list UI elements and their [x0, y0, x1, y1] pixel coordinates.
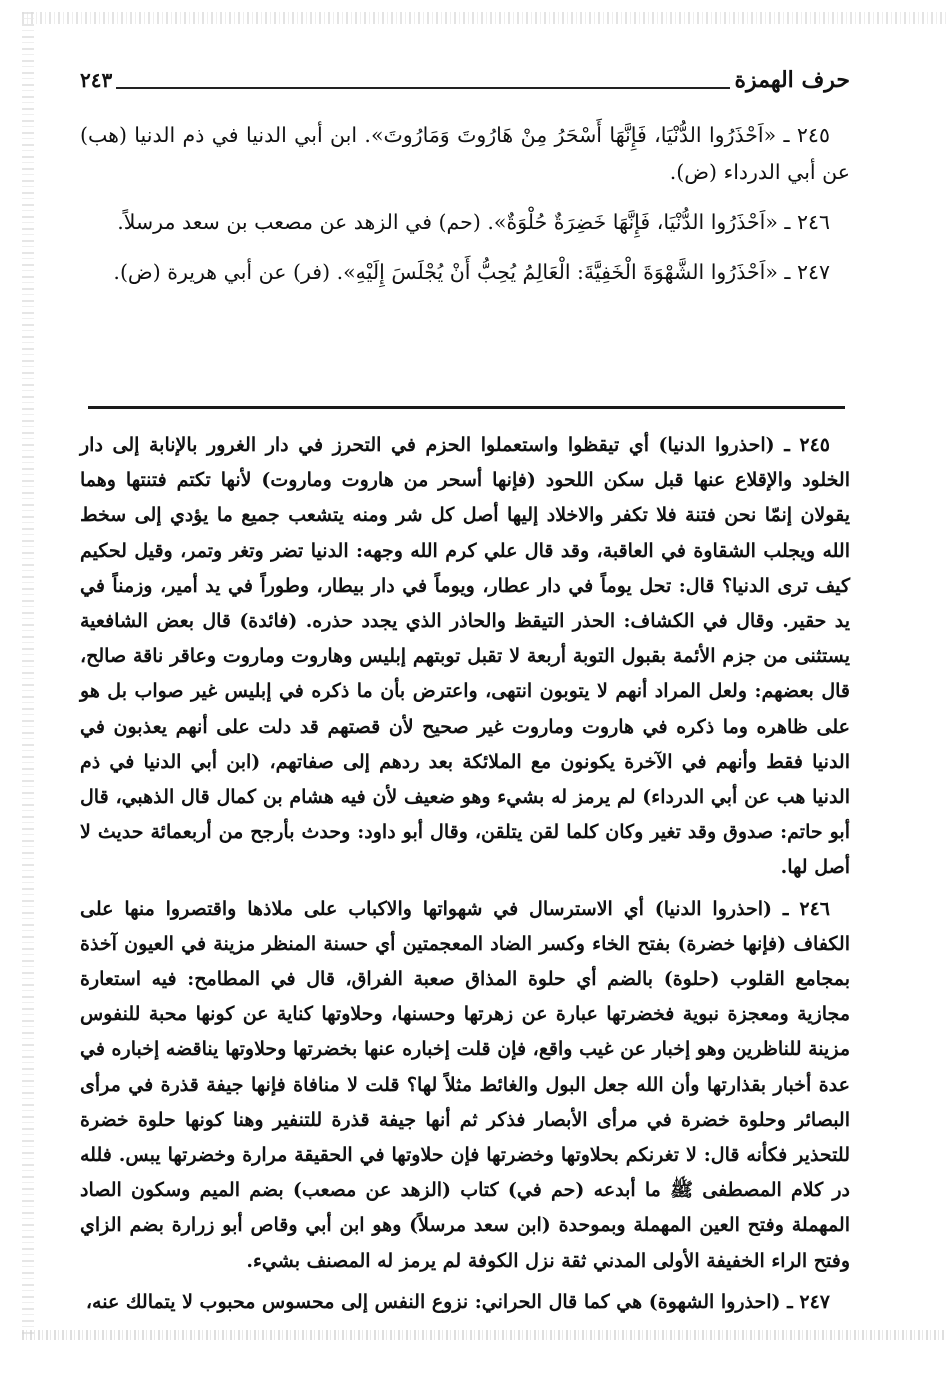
hadith-number: ٢٤٦	[796, 210, 830, 234]
commentary-number: ٢٤٥	[799, 434, 830, 456]
entry-dash: ـ	[784, 210, 791, 234]
commentary-number: ٢٤٦	[799, 897, 830, 920]
commentary-entry	[80, 428, 850, 886]
entry-dash: ـ	[784, 260, 791, 284]
hadith-number: ٢٤٧	[796, 260, 830, 284]
hadith-entry	[80, 204, 850, 241]
commentary-text: (احذروا الدنيا) أي تيقظوا واستعملوا الحزم في التحرز في دار الغرور بالإنابة إلى دار الخلود والإقلاع عنها قبل سكن اللحود (فإنها أسحر من هاروت وماروت) لأنها تكتم فتنتها وهما يقولان إنمّا نحن فتنة فلا تكفر والاخلاد إليها أصل كل شر ومنه يتشعب جميع ما يؤدي إلى سخط الله ويجلب الشقاوة في العاقبة، وقد قال علي كرم الله وجهه: الدنيا تضر وتغر وتمر، وقيل لحكيم كيف ترى الدنيا؟ قال: تحل يوماً في دار عطار، ويوماً في دار بيطار، وطوراً في يد أمير، وزمناً في يد حقير. وقال في الكشاف: الحذر التيقظ والحاذر الذي يجدد حذره. (فائدة) قال بعض الشافعية يستثنى من جزم الأئمة بقبول التوبة أربعة لا تقبل توبتهم إبليس وهاروت وماروت وعاقر ناقة صالح، قال بعضهم: ولعل المراد أنهم لا يتوبون انتهى، واعترض بأن ما ذكره في إبليس غير صواب بل هو على ظاهره وما ذكره في هاروت وماروت غير صحيح لأن قصتهم قد دلت على أنهم يعذبون في الدنيا فقط وأنهم في الآخرة يكونون مع الملائكة بعد ردهم إلى صفاتهم، (ابن أبي الدنيا في ذم الدنيا هب عن أبي الدرداء) لم يرمز له بشيء وهو ضعيف لأن فيه هشام بن كمال قال الذهبي، قال أبو حاتم: صدوق وقد تغير وكان كلما لقن يتلقن، وقال أبو داود: وحدث بأرجح من أربعمائة حديث لا أصل لها.	[80, 434, 850, 879]
commentary-entry	[80, 1285, 850, 1320]
entry-dash: ـ	[783, 123, 790, 147]
section-divider	[88, 406, 845, 409]
scan-border-top	[22, 12, 946, 24]
scan-border-bottom	[22, 1330, 946, 1340]
hadith-text: «اَحْذَرُوا الدُّنْيَا، فَإِنَّهَا خَضِرَةٌ حُلْوَةٌ».	[487, 210, 778, 234]
commentary-number: ٢٤٧	[799, 1290, 830, 1313]
scan-border-left	[22, 12, 34, 1334]
hadith-number: ٢٤٥	[796, 123, 830, 147]
entry-dash: ـ	[787, 1290, 793, 1313]
page-number: ٢٤٣	[80, 68, 113, 92]
hadith-entry	[80, 254, 850, 291]
commentary-text: (احذروا الشهوة) هي كما قال الحراني: نزوع النفس إلى محسوس محبوب لا يتمالك عنه،	[85, 1290, 781, 1313]
hadith-source: (حم) في الزهد عن مصعب بن سعد مرسلاً.	[117, 210, 481, 234]
hadith-source: (فر) عن أبي هريرة (ض).	[113, 260, 331, 284]
entry-dash: ـ	[782, 897, 789, 920]
commentary-section	[80, 428, 850, 1326]
commentary-text: (احذروا الدنيا) أي الاسترسال في شهواتها والاكباب على ملاذها واقتصروا منها على الكفاف (فإنها خضرة) بفتح الخاء وكسر الضاد المعجمتين أي حسنة المنظر مزينة في العيون آخذة بمجامع القلوب (حلوة) بالضم أي حلوة المذاق صعبة الفراق، قال في المطامح: فيه استعارة مجازية ومعجزة نبوية فخضرتها عبارة عن زهرتها وحسنها، وحلاوتها كناية عن كونها محبة للنفوس مزينة للناظرين وهو إخبار عن غيب واقع، فإن قلت إخباره عنها بخضرتها وحلاوتها يناقضه إخباره في عدة أخبار بقذارتها وأن الله جعل البول والغائط مثلاً لها؟ قلت لا منافاة فإنها جيفة قذرة في مرأى البصائر وحلوة خضرة في مرأى الأبصار فذكر ثم أنها جيفة قذرة للتنفير وهنا كونها حلوة خضرة للتحذير فكأنه قال: لا تغرنكم بحلاوتها وخضرتها فإن حلاوتها في الحقيقة مرارة وخضرتها يبس. فلله در كلام المصطفى ﷺ ما أبدعه (حم في) كتاب (الزهد عن مصعب) بضم الميم وسكون الصاد المهملة وفتح العين المهملة وبموحدة (ابن سعد مرسلاً) وهو ابن أبي وقاص أبو زرارة بضم الزاي وفتح الراء الخفيفة الأولى المدني ثقة نزل الكوفة لم يرمز له المصنف بشيء.	[80, 897, 850, 1272]
entry-dash: ـ	[784, 434, 790, 456]
hadith-text: «اَحْذَرُوا الشَّهْوَةَ الْخَفِيَّةَ: الْعَالِمُ يُحِبُّ أَنْ يُجْلَسَ إِلَيْهِ».	[336, 260, 778, 284]
hadith-source: ابن أبي الدنيا في ذم الدنيا (هب) عن أبي الدرداء (ض).	[80, 123, 850, 184]
chapter-title: حرف الهمزة	[734, 67, 850, 93]
commentary-entry	[80, 892, 850, 1279]
hadith-text: «اَحْذَرُوا الدُّنْيَا، فَإِنَّهَا أَسْحَرُ مِنْ هَارُوتَ وَمَارُوتَ».	[364, 123, 777, 147]
hadith-entry	[80, 117, 850, 191]
header-rule	[116, 87, 730, 89]
hadith-section	[80, 117, 850, 304]
running-header	[80, 63, 850, 93]
